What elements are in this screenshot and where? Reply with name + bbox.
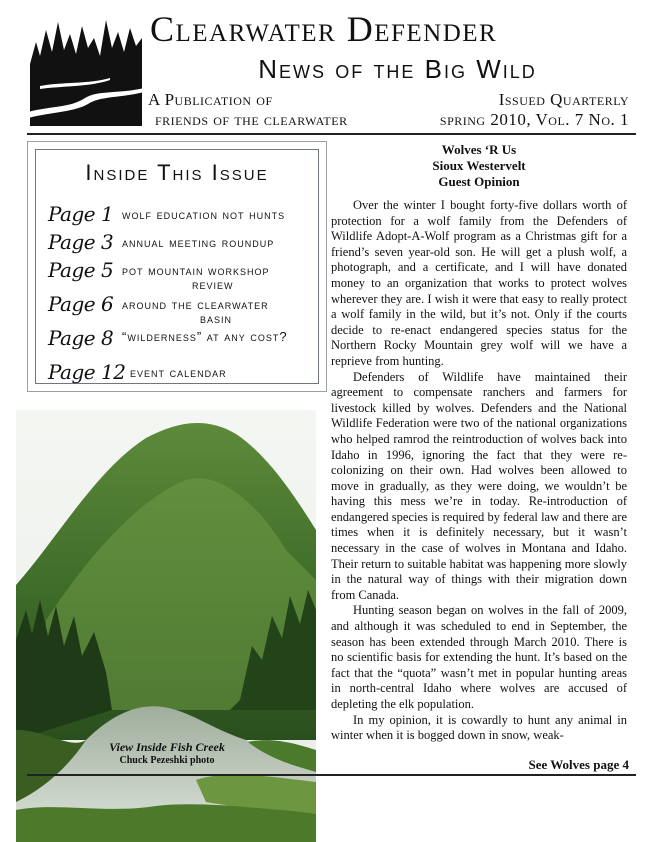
- article-paragraph: Hunting season began on wolves in the fall of 2009, and although it was scheduled to end in September, the season has been extended through March 2010. There is no scientific basis for extending the hunt. It’s based on the fact that the “quota” wasn’t met in popular hunting areas in north-central Idaho where wolves are accused of depleting the elk population.: [331, 603, 627, 711]
- toc-item-title: wolf education not hunts: [122, 207, 286, 222]
- toc-item-page-3[interactable]: [48, 230, 318, 254]
- fish-creek-photo: [16, 410, 316, 842]
- forest-river-logo: [30, 12, 142, 126]
- toc-item-title: “wilderness” at any cost?: [122, 329, 288, 344]
- issue-date: spring 2010, Vol. 7 No. 1: [439, 110, 629, 129]
- publication-line-1: A Publication of: [148, 90, 273, 109]
- continued-link[interactable]: See Wolves page 4: [528, 757, 629, 772]
- toc-page-number: Page 5: [48, 258, 114, 282]
- toc-item-title: annual meeting roundup: [122, 235, 275, 250]
- toc-item-title: event calendar: [130, 365, 227, 380]
- issue-frequency: Issued Quarterly: [498, 90, 629, 109]
- masthead-rule: [27, 133, 636, 135]
- newsletter-subtitle: News of the Big Wild: [258, 54, 537, 84]
- toc-item-page-8[interactable]: [48, 326, 318, 350]
- toc-item-title: pot mountain workshop: [122, 263, 270, 278]
- publication-line-2: friends of the clearwater: [155, 110, 348, 129]
- toc-page-number: Page 6: [48, 292, 114, 316]
- inside-heading: Inside This Issue: [85, 160, 269, 185]
- article-body: [331, 198, 627, 744]
- newsletter-title: Clearwater Defender: [150, 9, 498, 49]
- photo-credit: Chuck Pezeshki photo: [119, 755, 215, 766]
- toc-item-page-6[interactable]: [48, 292, 318, 326]
- article-headline: Wolves ‘R Us: [441, 142, 517, 157]
- toc-page-number: Page 3: [48, 230, 114, 254]
- toc-item-page-12[interactable]: [48, 360, 318, 384]
- inside-this-issue-box: [27, 141, 327, 392]
- toc-item-page-1[interactable]: [48, 202, 318, 226]
- toc-page-number: Page 1: [48, 202, 114, 226]
- toc-page-number: Page 8: [48, 326, 114, 350]
- toc-item-title-cont: basin: [200, 311, 233, 326]
- article-paragraph: Over the winter I bought forty-five dollars worth of protection for a wolf family from the Defenders of Wildlife Adopt-A-Wolf program as a Christmas gift for a friend’s seven year-old son. He will get a plush wolf, a photograph, and a certificate, and I will have donated money to an organization that works to protect wolves wherever they are. I wish it were that easy to really protect a wolf family in the wild, but it’s not. Only if the courts decide to re-enact endangered species status for the Northern Rocky Mountain grey wolf will we have a reprieve from hunting.: [331, 198, 627, 368]
- article-author: Sioux Westervelt: [432, 158, 526, 173]
- footer-rule: [27, 774, 636, 776]
- toc-item-title: around the clearwater: [122, 297, 269, 312]
- toc-item-title-cont: review: [192, 277, 234, 292]
- photo-caption: View Inside Fish Creek: [109, 740, 225, 754]
- article: [331, 142, 627, 744]
- inside-box-frame: [35, 149, 319, 384]
- article-paragraph: Defenders of Wildlife have maintained their agreement to compensate ranchers and farmers for livestock killed by wolves. Defenders and the National Wildlife Federation were two of the national organizations who helped ramrod the reintroduction of wolves back into Idaho in 1996, ignoring the fact that they were re-colonizing on their own. Had wolves been allowed to move in gradually, as they were doing, we wouldn’t be having this mess we’re in today. Re-introduction of endangered species is required by federal law and there are times when it is definitely necessary, but it wasn’t necessary in the case of wolves in Montana and Idaho. Their return to suitable habitat was happening more slowly in the natural way of things with their migration down from Canada.: [331, 369, 627, 602]
- article-kind: Guest Opinion: [438, 174, 520, 189]
- toc-item-page-5[interactable]: [48, 258, 318, 292]
- article-paragraph: In my opinion, it is cowardly to hunt any animal in winter when it is bogged down in snow, weak-: [331, 712, 627, 743]
- toc-page-number: Page 12: [48, 360, 126, 384]
